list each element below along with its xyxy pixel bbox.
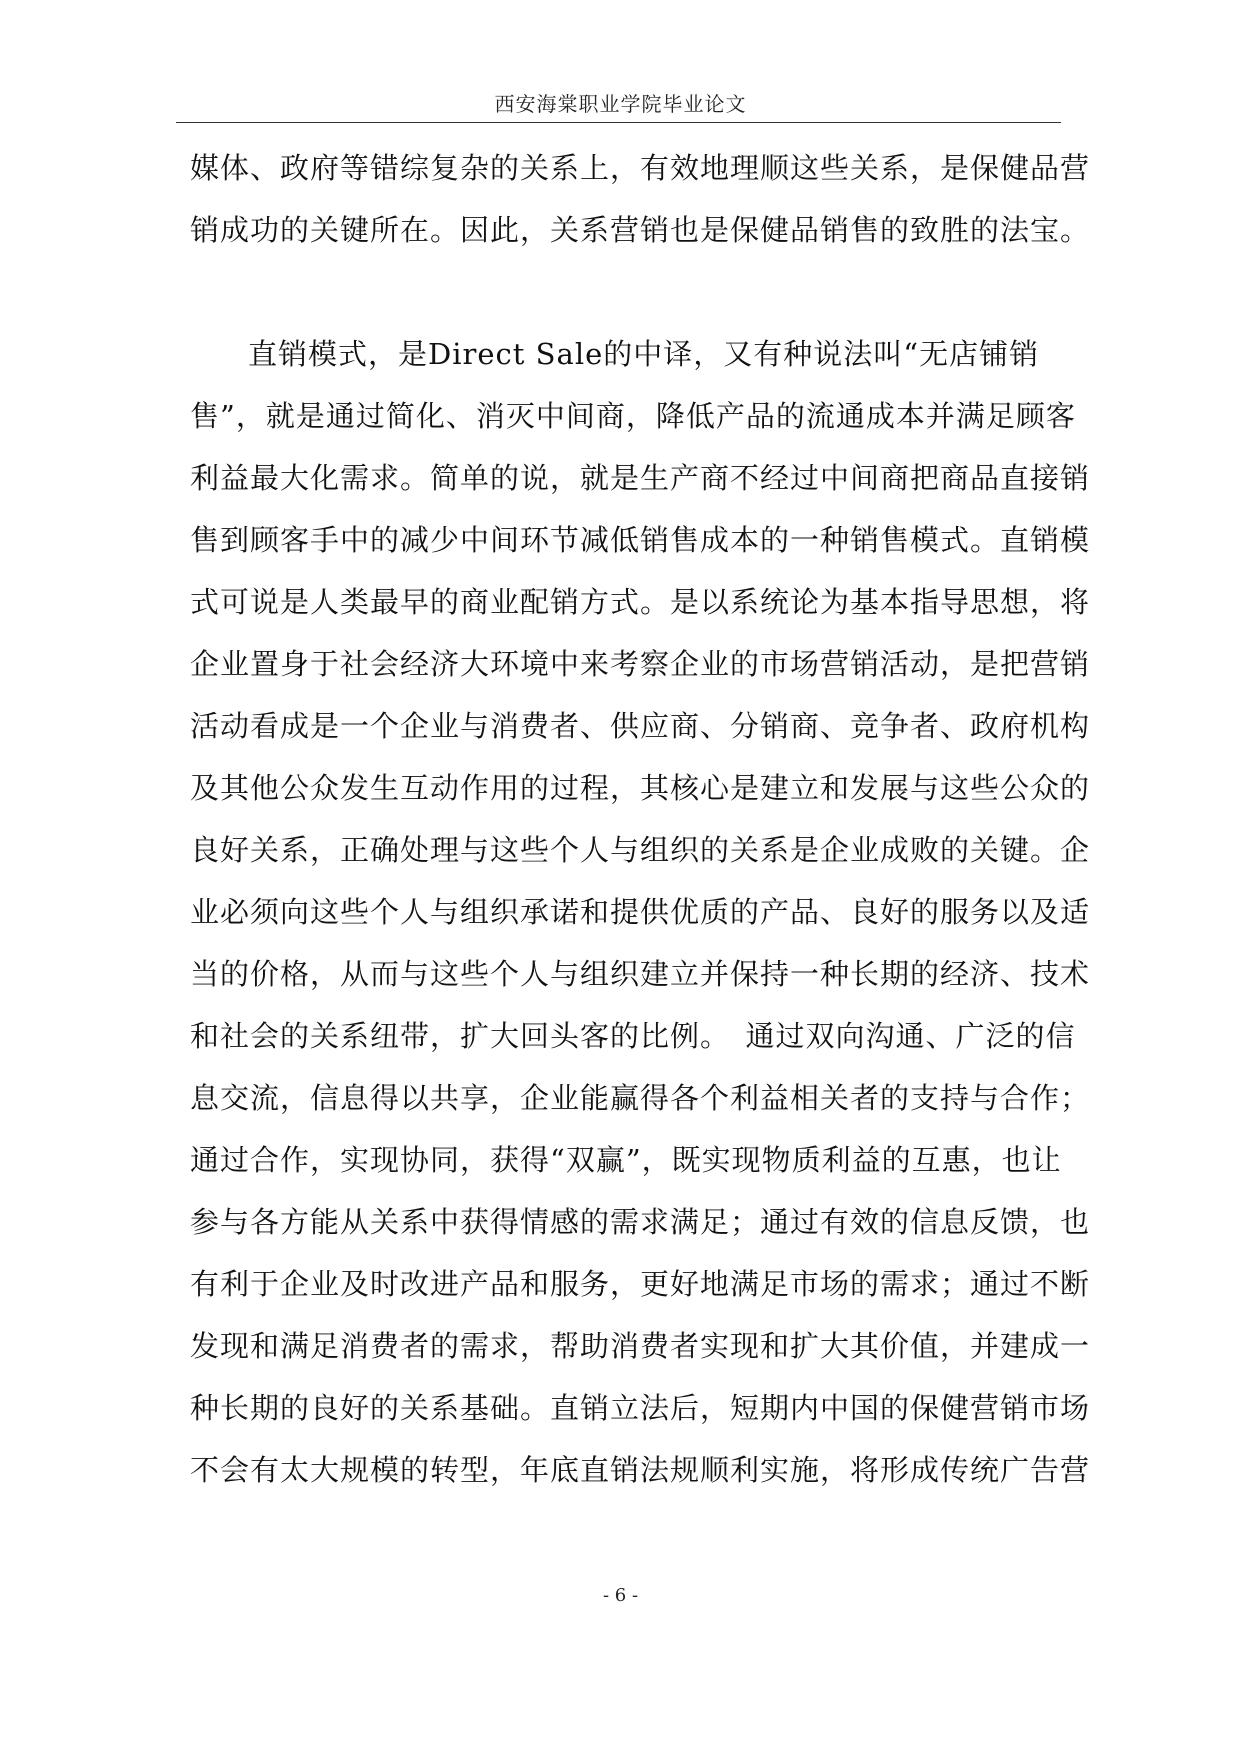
text-line: 售”，就是通过简化、消灭中间商，降低产品的流通成本并满足顾客 — [190, 399, 1076, 433]
text-line: 及其他公众发生互动作用的过程，其核心是建立和发展与这些公众的 — [190, 771, 1091, 805]
header-divider — [176, 122, 1061, 123]
text-line: 不会有太大规模的转型，年底直销法规顺利实施，将形成传统广告营 — [190, 1453, 1091, 1487]
text-line: 售到顾客手中的减少中间环节减低销售成本的一种销售模式。直销模 — [190, 523, 1091, 557]
text-line: 业必须向这些个人与组织承诺和提供优质的产品、良好的服务以及适 — [190, 895, 1091, 929]
text-line: 通过合作，实现协同，获得“双赢”，既实现物质利益的互惠，也让 — [190, 1143, 1062, 1177]
text-line: 式可说是人类最早的商业配销方式。是以系统论为基本指导思想，将 — [190, 585, 1091, 619]
page-header-title: 西安海棠职业学院毕业论文 — [494, 92, 747, 116]
text-line: 发现和满足消费者的需求，帮助消费者实现和扩大其价值，并建成一 — [190, 1329, 1091, 1363]
text-line: 种长期的良好的关系基础。直销立法后，短期内中国的保健营销市场 — [190, 1391, 1091, 1425]
text-line: 活动看成是一个企业与消费者、供应商、分销商、竞争者、政府机构 — [190, 709, 1091, 743]
text-line: 良好关系，正确处理与这些个人与组织的关系是企业成败的关键。企 — [190, 833, 1091, 867]
text-line: 有利于企业及时改进产品和服务，更好地满足市场的需求；通过不断 — [190, 1267, 1091, 1301]
text-line: 参与各方能从关系中获得情感的需求满足；通过有效的信息反馈，也 — [190, 1205, 1091, 1239]
text-line: 企业置身于社会经济大环境中来考察企业的市场营销活动，是把营销 — [190, 647, 1091, 681]
text-line: 媒体、政府等错综复杂的关系上，有效地理顺这些关系，是保健品营 — [190, 151, 1091, 185]
page-number: - 6 - — [602, 1585, 639, 1606]
text-line: 息交流，信息得以共享，企业能赢得各个利益相关者的支持与合作； — [190, 1081, 1091, 1115]
text-line: 销成功的关键所在。因此，关系营销也是保健品销售的致胜的法宝。 — [190, 213, 1091, 247]
text-line: 当的价格，从而与这些个人与组织建立并保持一种长期的经济、技术 — [190, 957, 1091, 991]
text-line: 和社会的关系纽带，扩大回头客的比例。 通过双向沟通、广泛的信 — [190, 1019, 1076, 1053]
paragraph-first-line: 直销模式，是Direct Sale的中译，又有种说法叫“无店铺销 — [248, 337, 1040, 371]
text-line: 利益最大化需求。简单的说，就是生产商不经过中间商把商品直接销 — [190, 461, 1091, 495]
